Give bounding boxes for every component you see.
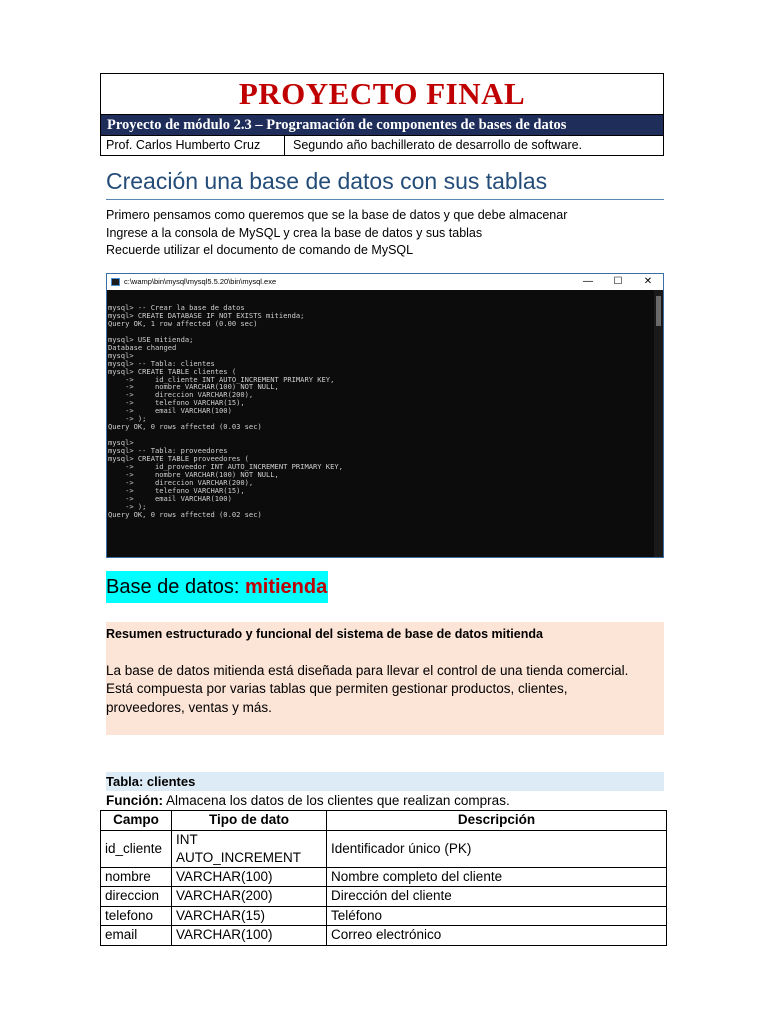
function-text: Almacena los datos de los clientes que realizan compras.: [163, 793, 510, 808]
terminal-line: Query OK, 0 rows affected (0.02 sec): [108, 509, 262, 519]
terminal-line: mysql> -- Tabla: clientes: [108, 358, 215, 368]
table-cell: Teléfono: [327, 906, 667, 926]
table-title: Tabla: clientes: [106, 772, 664, 791]
table-cell: nombre: [101, 867, 172, 887]
database-heading: [106, 571, 328, 603]
fields-table: [100, 810, 667, 946]
table-cell: VARCHAR(100): [172, 926, 327, 946]
summary-box: [106, 622, 664, 735]
terminal-line: -> email VARCHAR(100): [108, 493, 232, 503]
summary-line: La base de datos mitienda está diseñada para llevar el control de una tienda comercial.: [106, 662, 629, 678]
terminal-screenshot: [106, 273, 664, 558]
terminal-line: -> direccion VARCHAR(200),: [108, 477, 254, 487]
function-label: Función:: [106, 793, 163, 808]
maximize-icon: ☐: [613, 276, 623, 287]
terminal-output: [107, 290, 653, 557]
close-icon: ✕: [643, 276, 653, 287]
table-row: [101, 887, 667, 907]
info-row: [101, 135, 663, 155]
terminal-line: -> );: [108, 414, 147, 424]
professor-cell: Prof. Carlos Humberto Cruz: [101, 136, 285, 155]
table-cell: Correo electrónico: [327, 926, 667, 946]
table-cell: Dirección del cliente: [327, 887, 667, 907]
intro-text: [106, 207, 567, 260]
table-cell: direccion: [101, 887, 172, 907]
terminal-line: -> telefono VARCHAR(15),: [108, 485, 245, 495]
col-header: Descripción: [327, 811, 667, 831]
table-cell: INT AUTO_INCREMENT: [172, 830, 327, 867]
terminal-line: [108, 431, 653, 439]
terminal-line: -> id_cliente INT AUTO_INCREMENT PRIMARY KEY,: [108, 374, 335, 384]
grade-cell: Segundo año bachillerato de desarrollo de software.: [293, 138, 583, 152]
col-header: Tipo de dato: [172, 811, 327, 831]
terminal-line: mysql> -- Crear la base de datos: [108, 302, 245, 312]
table-row: [101, 926, 667, 946]
terminal-line: -> email VARCHAR(100): [108, 406, 232, 416]
header-box: [100, 73, 664, 156]
terminal-line: mysql> CREATE TABLE clientes (: [108, 366, 237, 376]
terminal-line: mysql> USE mitienda;: [108, 334, 194, 344]
table-cell: Identificador único (PK): [327, 830, 667, 867]
database-name: mitienda: [244, 576, 328, 598]
database-label: Base de datos:: [106, 576, 245, 598]
terminal-line: -> direccion VARCHAR(200),: [108, 390, 254, 400]
terminal-line: mysql> CREATE TABLE proveedores (: [108, 454, 249, 464]
page-title: PROYECTO FINAL: [238, 76, 526, 111]
table-cell: Nombre completo del cliente: [327, 867, 667, 887]
summary-line: proveedores, ventas y más.: [106, 699, 272, 715]
summary-line: Está compuesta por varias tablas que permiten gestionar productos, clientes,: [106, 681, 568, 696]
terminal-scrollbar: [654, 290, 663, 557]
col-header: Campo: [101, 811, 172, 831]
table-cell: VARCHAR(200): [172, 887, 327, 907]
table-cell: VARCHAR(100): [172, 867, 327, 887]
terminal-line: mysql>: [108, 350, 134, 360]
table-row: [101, 830, 667, 867]
terminal-line: -> );: [108, 501, 147, 511]
scrollbar-thumb: [656, 296, 661, 326]
terminal-line: mysql>: [108, 438, 134, 448]
terminal-line: mysql> -- Tabla: proveedores: [108, 446, 228, 456]
terminal-line: Query OK, 0 rows affected (0.03 sec): [108, 422, 262, 432]
intro-line: Recuerde utilizar el documento de comando de MySQL: [106, 243, 414, 257]
table-cell: VARCHAR(15): [172, 906, 327, 926]
module-bar: Proyecto de módulo 2.3 – Programación de componentes de bases de datos: [101, 114, 663, 135]
intro-line: Ingrese a la consola de MySQL y crea la base de datos y sus tablas: [106, 225, 483, 240]
table-row: [101, 906, 667, 926]
intro-line: Primero pensamos como queremos que se la base de datos y que debe almacenar: [106, 208, 568, 222]
terminal-line: -> nombre VARCHAR(100) NOT NULL,: [108, 382, 279, 392]
terminal-line: mysql> CREATE DATABASE IF NOT EXISTS mitienda;: [108, 310, 305, 320]
table-row: [101, 867, 667, 887]
window-controls: [573, 274, 663, 290]
table-cell: id_cliente: [101, 830, 172, 867]
table-function: [106, 793, 510, 809]
terminal-line: -> telefono VARCHAR(15),: [108, 398, 245, 408]
terminal-titlebar: [107, 274, 663, 290]
terminal-line: Query OK, 1 row affected (0.00 sec): [108, 318, 258, 328]
table-cell: telefono: [101, 906, 172, 926]
minimize-icon: —: [583, 276, 593, 287]
section-heading: Creación una base de datos con sus tablas: [106, 168, 664, 200]
terminal-line: Database changed: [108, 342, 177, 352]
terminal-line: -> id_proveedor INT AUTO_INCREMENT PRIMARY KEY,: [108, 461, 343, 471]
table-header-row: [101, 811, 667, 831]
terminal-line: -> nombre VARCHAR(100) NOT NULL,: [108, 469, 279, 479]
terminal-window-title: c:\wamp\bin\mysql\mysql5.5.20\bin\mysql.exe: [124, 277, 277, 286]
console-icon: [111, 278, 120, 286]
table-cell: email: [101, 926, 172, 946]
summary-title: Resumen estructurado y funcional del sistema de base de datos mitienda: [106, 627, 543, 641]
